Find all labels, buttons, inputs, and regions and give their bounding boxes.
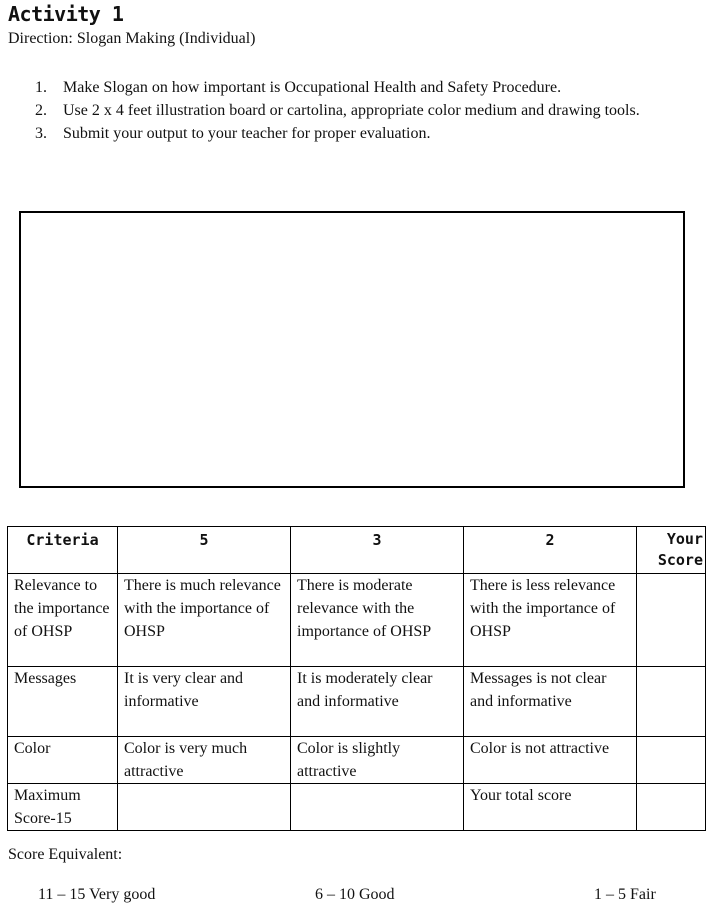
column-header-your-score: Your Score	[637, 527, 706, 574]
instruction-list	[8, 76, 698, 145]
score-equivalent-fair: 1 – 5 Fair	[594, 886, 656, 903]
table-cell: There is less relevance with the importance of OHSP	[464, 574, 637, 667]
activity-title: Activity 1	[8, 2, 124, 26]
score-equivalent-good: 6 – 10 Good	[315, 886, 395, 903]
table-cell: Messages is not clear and informative	[464, 667, 637, 737]
column-header-3: 3	[291, 527, 464, 574]
column-header-criteria: Criteria	[8, 527, 118, 574]
step-number: 3.	[35, 125, 47, 142]
table-cell: Your total score	[464, 784, 637, 831]
step-text: Use 2 x 4 feet illustration board or cartolina, appropriate color medium and drawing tools.	[63, 102, 640, 119]
column-header-2: 2	[464, 527, 637, 574]
step-text: Submit your output to your teacher for proper evaluation.	[63, 125, 431, 142]
list-item	[8, 76, 698, 99]
table-cell: It is very clear and informative	[118, 667, 291, 737]
step-number: 2.	[35, 102, 47, 119]
table-row	[8, 667, 706, 737]
table-cell	[291, 784, 464, 831]
criteria-cell: Maximum Score-15	[8, 784, 118, 831]
table-cell: Color is very much attractive	[118, 737, 291, 784]
total-score-cell[interactable]	[637, 784, 706, 831]
table-cell: It is moderately clear and informative	[291, 667, 464, 737]
table-row	[8, 784, 706, 831]
slogan-drawing-area[interactable]	[19, 211, 685, 488]
table-cell: Color is slightly attractive	[291, 737, 464, 784]
step-text: Make Slogan on how important is Occupational Health and Safety Procedure.	[63, 79, 562, 96]
score-cell[interactable]	[637, 667, 706, 737]
table-cell: Color is not attractive	[464, 737, 637, 784]
table-cell	[118, 784, 291, 831]
score-cell[interactable]	[637, 574, 706, 667]
criteria-cell: Relevance to the importance of OHSP	[8, 574, 118, 667]
table-cell: There is much relevance with the importance of OHSP	[118, 574, 291, 667]
score-equivalent-very-good: 11 – 15 Very good	[38, 886, 156, 903]
list-item	[8, 122, 698, 145]
table-row	[8, 737, 706, 784]
table-row	[8, 574, 706, 667]
criteria-cell: Messages	[8, 667, 118, 737]
column-header-5: 5	[118, 527, 291, 574]
list-item	[8, 99, 698, 122]
criteria-cell: Color	[8, 737, 118, 784]
table-cell: There is moderate relevance with the importance of OHSP	[291, 574, 464, 667]
table-header-row	[8, 527, 706, 574]
score-equivalent-label: Score Equivalent:	[8, 846, 123, 863]
score-cell[interactable]	[637, 737, 706, 784]
step-number: 1.	[35, 79, 47, 96]
rubric-table	[7, 526, 706, 831]
direction-text: Direction: Slogan Making (Individual)	[8, 30, 256, 47]
